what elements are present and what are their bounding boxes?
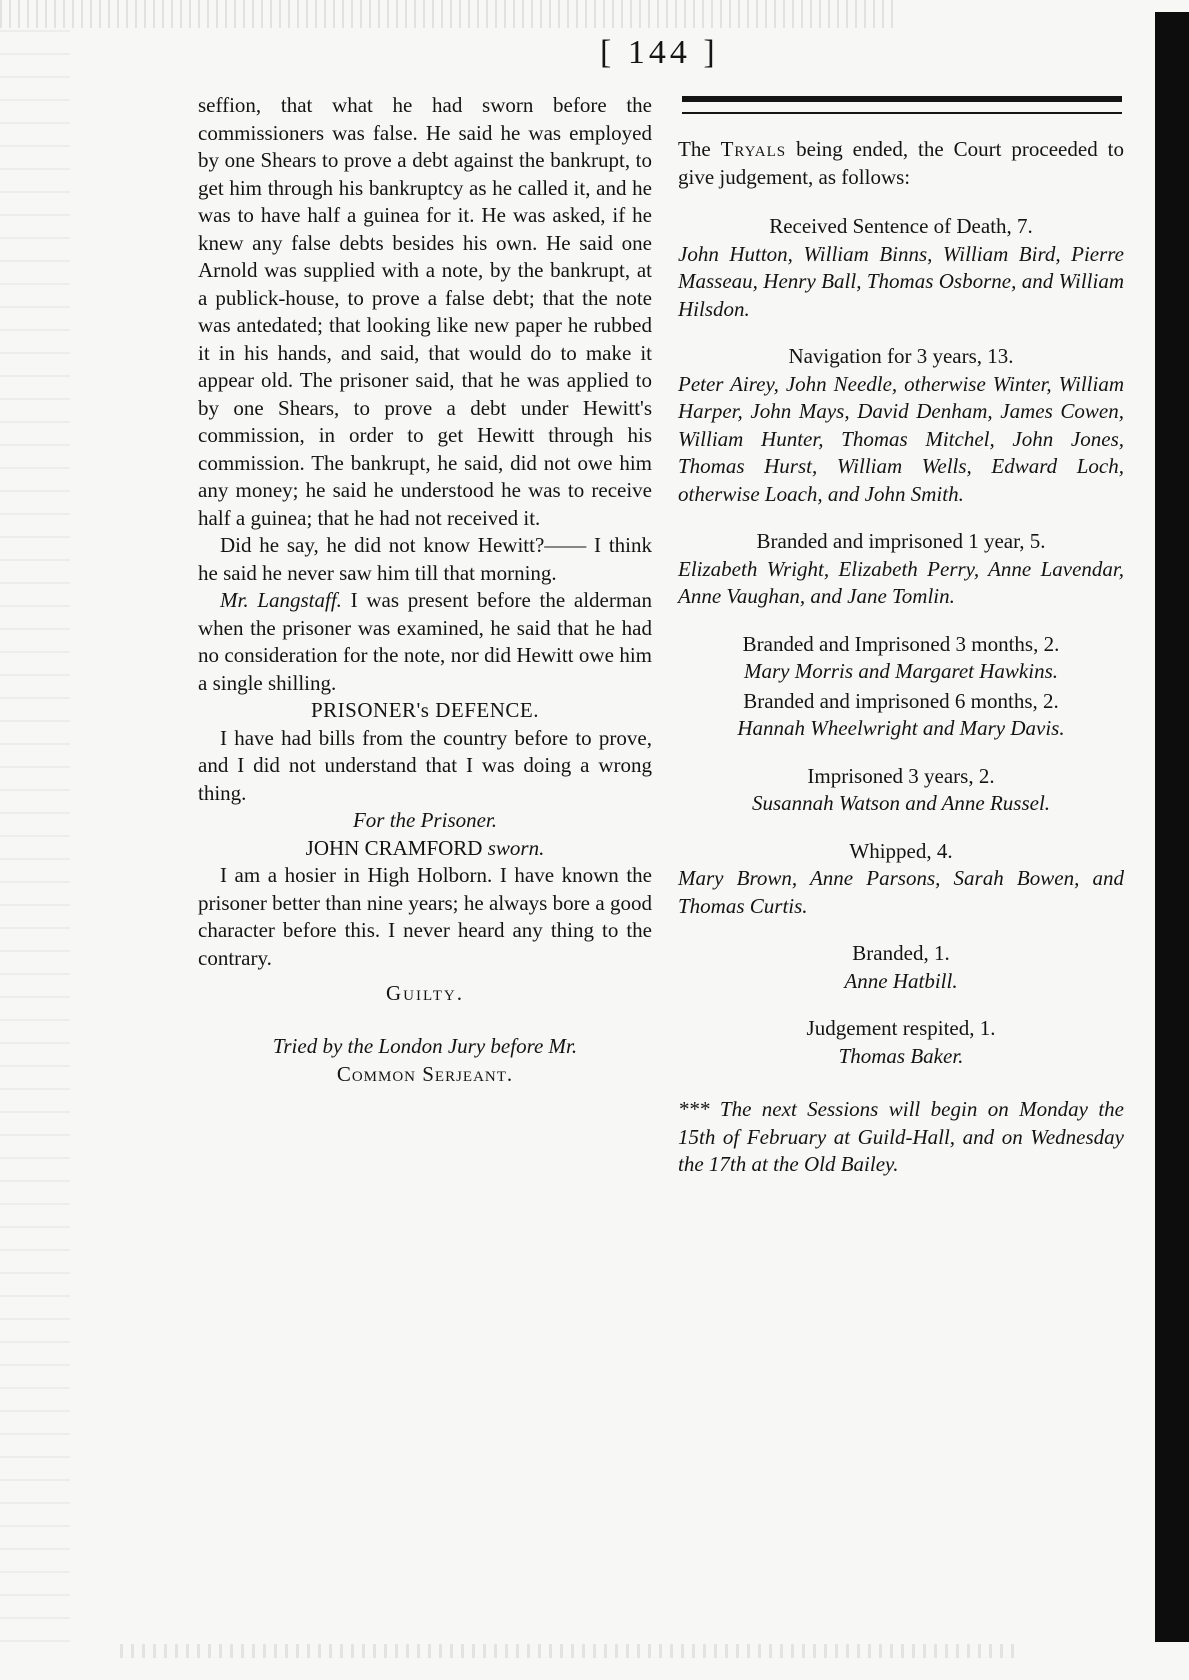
sentence-heading: Imprisoned 3 years, 2. xyxy=(807,763,995,788)
sentence-block-branded-6-months xyxy=(678,688,1124,743)
page-edge-shadow xyxy=(1155,12,1189,1642)
witness-heading xyxy=(198,835,652,863)
sentence-block-respited xyxy=(678,1015,1124,1070)
testimony-question: Did he say, he did not know Hewitt?—— I think he said he never saw him till that morning. xyxy=(198,533,652,585)
judge-name: Common Serjeant. xyxy=(336,1061,514,1086)
sessions-notice: *** The next Sessions will begin on Monday the 15th of February at Guild-Hall, and on Wednesday the 17th at the Old Bailey. xyxy=(678,1097,1124,1176)
sentence-heading: Branded, 1. xyxy=(852,941,950,965)
sentence-names: Hannah Wheelwright and Mary Davis. xyxy=(737,716,1065,740)
sentence-heading: Branded and Imprisoned 3 months, 2. xyxy=(742,631,1060,656)
intro-start: The xyxy=(678,137,721,161)
intro-tryals: Tryals xyxy=(720,137,787,161)
sentence-heading: Whipped, 4. xyxy=(849,838,953,863)
sentence-block-branded xyxy=(678,940,1124,995)
witness-for-label: For the Prisoner. xyxy=(352,808,498,832)
sentence-names: Susannah Watson and Anne Russel. xyxy=(751,791,1051,815)
sentence-heading: Branded and imprisoned 1 year, 5. xyxy=(756,529,1046,553)
tried-by xyxy=(198,1032,652,1088)
sentence-block-navigation xyxy=(678,343,1124,508)
sentence-names: Elizabeth Wright, Elizabeth Perry, Anne Lavendar, Anne Vaughan, and Jane Tomlin. xyxy=(678,556,1124,608)
scan-artifact-left xyxy=(0,30,70,1650)
scan-artifact-top xyxy=(0,0,900,28)
sentence-heading: Judgement respited, 1. xyxy=(806,1016,996,1040)
sentence-block-death xyxy=(678,213,1124,323)
tried-by-text: Tried by the London Jury before Mr. xyxy=(272,1033,578,1058)
sentence-block-imprisoned-3-years xyxy=(678,763,1124,818)
sentence-names: John Hutton, William Binns, William Bird, Pierre Masseau, Henry Ball, Thomas Osborne, and William Hilsdon. xyxy=(678,241,1124,321)
right-column xyxy=(678,136,1124,1179)
sentence-names: Mary Brown, Anne Parsons, Sarah Bowen, and Thomas Curtis. xyxy=(678,866,1124,918)
sentence-block-branded-1-year xyxy=(678,528,1124,611)
testimony-paragraph: seffion, that what he had sworn before the commissioners was false. He said he was employed by one Shears to prove a debt against the bankrupt, to get him through his bankruptcy as he called it, and he was to have half a guinea for it. He was asked, if he knew any false debts besides his own. He said one Arnold was supplied with a note, by the bankrupt, at a publick-house, to prove a false debt; that the note was antedated; that looking like new paper he rubbed it in his hands, and said, that would do to make it appear old. The prisoner said, that he was applied to by one Shears, to prove a debt under Hewitt's commission, in order to get Hewitt through his commission. The bankrupt, he said, did not owe him any money; he said he understood he was to receive half a guinea; that he had not received it. xyxy=(198,93,652,530)
sentence-names: Mary Morris and Margaret Hawkins. xyxy=(743,659,1058,683)
witness-name: JOHN CRAMFORD xyxy=(305,835,483,860)
sentence-block-branded-3-months xyxy=(678,631,1124,686)
sentence-names: Peter Airey, John Needle, otherwise Winter, William Harper, John Mays, David Denham, James Cowen, William Hunter, Thomas Mitchel, John Jones, Thomas Hurst, William Wells, Edward Loch, otherwise Loach, and John Smith. xyxy=(678,371,1124,506)
sentence-heading: Received Sentence of Death, 7. xyxy=(769,214,1033,238)
section-rule xyxy=(682,96,1122,114)
sentence-heading: Navigation for 3 years, 13. xyxy=(788,344,1014,368)
sentence-block-whipped xyxy=(678,838,1124,921)
sentence-names: Thomas Baker. xyxy=(838,1043,964,1068)
langstaff-testimony xyxy=(198,587,652,697)
witness-text: I am a hosier in High Holborn. I have known the prisoner better than nine years; he always bore a good character before this. I never heard any thing to the contrary. xyxy=(198,863,652,970)
page-number: [ 144 ] xyxy=(600,34,719,71)
speaker-name: Mr. Langstaff. xyxy=(220,588,342,612)
defence-heading: PRISONER's DEFENCE. xyxy=(311,698,539,722)
sentence-heading: Branded and imprisoned 6 months, 2. xyxy=(743,688,1059,713)
langstaff-text: I was present before the alderman when the prisoner was examined, he said that he had no consideration for the note, nor did Hewitt owe him a single shilling. xyxy=(198,588,652,695)
intro-end: being ended, the Court proceeded to give judgement, as follows: xyxy=(678,137,1124,189)
judgement-intro xyxy=(678,136,1124,191)
sentence-names: Anne Hatbill. xyxy=(844,968,958,993)
verdict: Guilty. xyxy=(385,981,465,1005)
left-column xyxy=(198,92,652,1088)
defence-text: I have had bills from the country before to prove, and I did not understand that I was doing a wrong thing. xyxy=(198,725,652,805)
scan-artifact-bottom xyxy=(120,1644,1020,1658)
witness-sworn: sworn. xyxy=(487,835,545,860)
